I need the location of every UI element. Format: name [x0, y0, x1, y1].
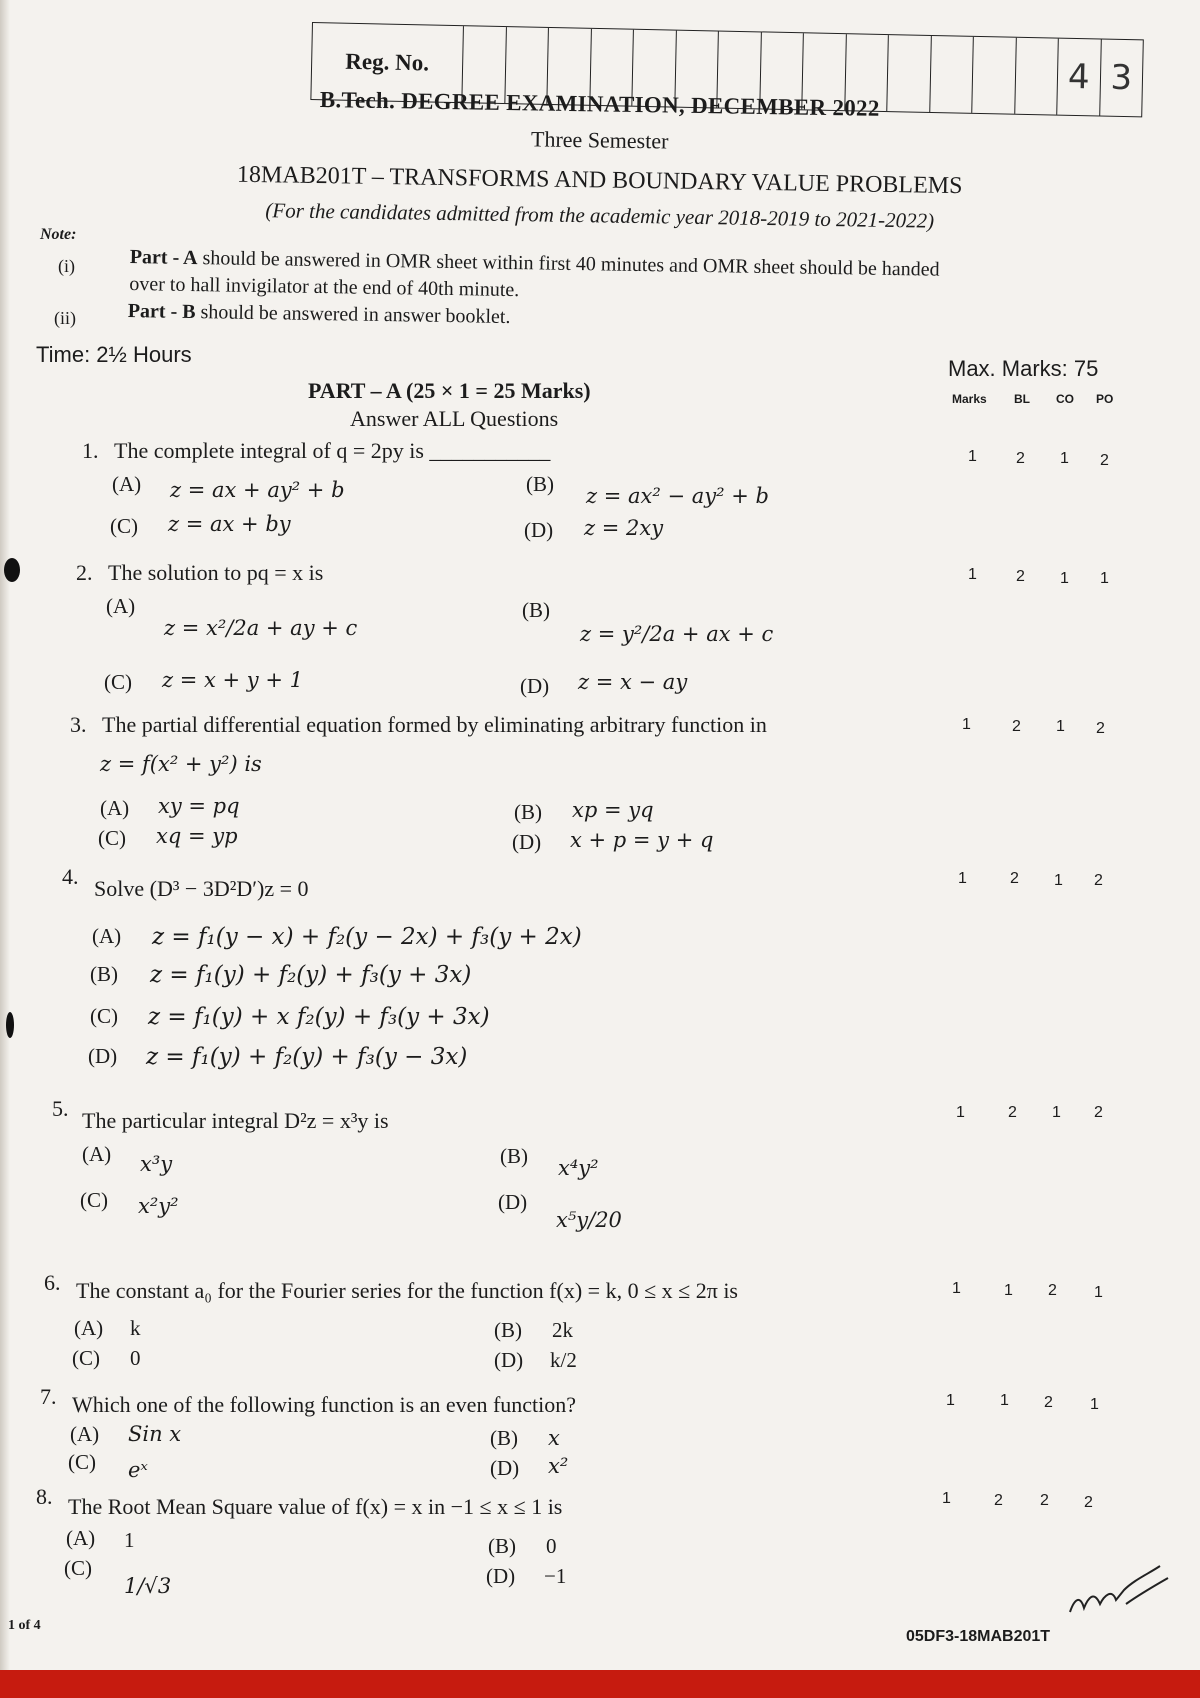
page-edge-shadow [0, 0, 10, 1698]
ink-blot [4, 558, 20, 582]
option-text: x² [548, 1454, 569, 1478]
co-column-header: CO [1056, 392, 1074, 406]
option-text: z = y²/2a + ax + c [580, 622, 774, 646]
option-label: (A) [112, 472, 142, 496]
marks-value: 1 [968, 566, 977, 583]
question-text: The constant a₀ for the Fourier series for the function f(x) = k, 0 ≤ x ≤ 2π is [76, 1278, 738, 1303]
option-label: (B) [522, 598, 550, 622]
po-value: 2 [1094, 872, 1103, 889]
option-text: −1 [544, 1564, 567, 1588]
question-text: The solution to pq = x is [108, 560, 324, 585]
option-text: k [130, 1316, 141, 1340]
option-text: z = 2xy [584, 516, 664, 540]
option-text: z = x + y + 1 [162, 668, 303, 692]
note-label: Note: [40, 226, 77, 243]
co-value: 1 [1056, 718, 1065, 735]
option-text: 0 [546, 1534, 557, 1558]
po-value: 2 [1084, 1494, 1093, 1511]
part-a-title: PART – A (25 × 1 = 25 Marks) [308, 378, 591, 403]
option-label: (B) [500, 1144, 528, 1168]
bl-value: 2 [1010, 870, 1019, 887]
question-number: 5. [52, 1096, 69, 1121]
po-value: 2 [1094, 1104, 1103, 1121]
co-value: 1 [1060, 450, 1069, 467]
co-value: 2 [1040, 1492, 1049, 1509]
bl-column-header: BL [1014, 392, 1030, 406]
marks-value: 1 [958, 870, 967, 887]
question-text: Which one of the following function is an even function? [72, 1392, 577, 1417]
option-text: xq = yp [156, 824, 238, 848]
question-number: 6. [44, 1270, 61, 1295]
co-value: 1 [1052, 1104, 1061, 1121]
bl-value: 2 [994, 1492, 1003, 1509]
option-label: (D) [524, 518, 554, 542]
option-text: eˣ [128, 1458, 148, 1482]
co-value: 2 [1048, 1282, 1057, 1299]
po-column-header: PO [1096, 392, 1114, 406]
option-text: z = ax² − ay² + b [586, 484, 769, 508]
marks-value: 1 [952, 1280, 961, 1297]
option-label: (D) [88, 1044, 118, 1068]
max-marks: Max. Marks: 75 [948, 356, 1099, 381]
bl-value: 1 [1004, 1282, 1013, 1299]
bl-value: 1 [1000, 1392, 1009, 1409]
question-number: 7. [40, 1384, 57, 1409]
option-text: x⁴y² [558, 1156, 599, 1180]
option-text: xy = pq [158, 794, 240, 818]
option-label: (B) [488, 1534, 516, 1558]
option-text: z = ax + ay² + b [170, 478, 345, 502]
option-text: x [548, 1426, 560, 1450]
option-label: (A) [106, 594, 136, 618]
course-title: 18MAB201T – TRANSFORMS AND BOUNDARY VALUE PROBLEMS [236, 161, 963, 200]
marks-value: 1 [956, 1104, 965, 1121]
time-allowed: Time: 2½ Hours [36, 342, 192, 367]
question-number: 2. [76, 560, 93, 585]
note-item-number: (i) [58, 256, 75, 276]
question-text-continued: z = f(x² + y²) is [100, 752, 262, 776]
option-text: z = x²/2a + ay + c [164, 616, 358, 640]
option-label: (C) [98, 826, 126, 850]
bl-value: 2 [1016, 568, 1025, 585]
note-item-bold: Part - A [129, 245, 198, 270]
option-text: z = ax + by [168, 512, 291, 536]
option-label: (B) [494, 1318, 522, 1342]
option-text: x³y [140, 1152, 173, 1176]
reg-no-cell-handwritten: 4 [1057, 39, 1101, 116]
option-label: (B) [514, 800, 542, 824]
question-text: Solve (D³ − 3D²D′)z = 0 [94, 876, 309, 901]
option-label: (D) [520, 674, 550, 698]
option-text: Sin x [128, 1422, 182, 1446]
question-number: 3. [70, 712, 87, 737]
option-label: (A) [66, 1526, 96, 1550]
note-item-body-2: over to hall invigilator at the end of 40th minute. [129, 272, 520, 302]
option-text: 0 [130, 1346, 141, 1370]
question-number: 8. [36, 1484, 53, 1509]
option-label: (B) [490, 1426, 518, 1450]
question-number: 4. [62, 864, 79, 889]
option-label: (C) [90, 1004, 118, 1028]
question-text: The partial differential equation formed by eliminating arbitrary function in [102, 712, 767, 737]
option-label: (A) [70, 1422, 100, 1446]
option-text: z = f₁(y) + x f₂(y) + f₃(y + 3x) [148, 1004, 490, 1030]
option-text: z = f₁(y) + f₂(y) + f₃(y − 3x) [146, 1044, 468, 1070]
option-label: (D) [512, 830, 542, 854]
admitted-note: (For the candidates admitted from the academic year 2018-2019 to 2021-2022) [265, 198, 935, 233]
option-label: (B) [526, 472, 554, 496]
option-label: (D) [498, 1190, 528, 1214]
paper-code: 05DF3-18MAB201T [906, 1628, 1051, 1645]
option-label: (A) [74, 1316, 104, 1340]
question-number: 1. [82, 438, 99, 463]
option-label: (C) [110, 514, 138, 538]
marks-value: 1 [962, 716, 971, 733]
red-background-strip [0, 1670, 1200, 1698]
co-value: 1 [1054, 872, 1063, 889]
marks-value: 1 [946, 1392, 955, 1409]
option-text: 2k [552, 1318, 573, 1342]
option-label: (A) [92, 924, 122, 948]
bl-value: 2 [1016, 450, 1025, 467]
option-label: (C) [104, 670, 132, 694]
option-label: (A) [100, 796, 130, 820]
note-item-body: should be answered in OMR sheet within first 40 minutes and OMR sheet should be handed [197, 247, 940, 281]
marks-column-header: Marks [952, 392, 987, 406]
option-label: (A) [82, 1142, 112, 1166]
co-value: 2 [1044, 1394, 1053, 1411]
marks-value: 1 [968, 448, 977, 465]
part-a-instruction: Answer ALL Questions [350, 406, 559, 431]
question-text: The Root Mean Square value of f(x) = x in −1 ≤ x ≤ 1 is [68, 1494, 563, 1519]
option-text: k/2 [550, 1348, 577, 1372]
option-text: 1 [124, 1528, 135, 1552]
bl-value: 2 [1012, 718, 1021, 735]
option-text: x⁵y/20 [556, 1208, 622, 1232]
note-item-number: (ii) [54, 308, 76, 328]
po-value: 2 [1096, 720, 1105, 737]
ink-blot [6, 1012, 14, 1038]
option-text: xp = yq [572, 798, 654, 822]
option-label: (C) [80, 1188, 108, 1212]
po-value: 2 [1100, 452, 1109, 469]
exam-title: B.Tech. DEGREE EXAMINATION, DECEMBER 2022 [319, 87, 880, 121]
option-label: (C) [64, 1556, 92, 1580]
handwritten-signature [1064, 1560, 1174, 1630]
option-text: 1/√3 [124, 1574, 172, 1598]
option-label: (D) [490, 1456, 520, 1480]
bl-value: 2 [1008, 1104, 1017, 1121]
reg-no-label: Reg. No. [311, 23, 464, 102]
note-item-body: should be answered in answer booklet. [195, 301, 511, 329]
option-text: z = f₁(y − x) + f₂(y − 2x) + f₃(y + 2x) [152, 924, 582, 950]
po-value: 1 [1090, 1396, 1099, 1413]
co-value: 1 [1060, 570, 1069, 587]
option-label: (D) [486, 1564, 516, 1588]
option-text: z = x − ay [578, 670, 688, 694]
question-text: The particular integral D²z = x³y is [82, 1108, 389, 1133]
option-text: x²y² [138, 1194, 179, 1218]
option-text: z = f₁(y) + f₂(y) + f₃(y + 3x) [150, 962, 472, 988]
option-label: (C) [72, 1346, 100, 1370]
po-value: 1 [1100, 570, 1109, 587]
option-label: (D) [494, 1348, 524, 1372]
option-label: (C) [68, 1450, 96, 1474]
marks-value: 1 [942, 1490, 951, 1507]
option-text: x + p = y + q [570, 828, 714, 852]
note-item-text [128, 298, 511, 331]
option-label: (B) [90, 962, 118, 986]
po-value: 1 [1094, 1284, 1103, 1301]
question-text: The complete integral of q = 2py is ___________ [114, 438, 551, 463]
note-item-bold: Part - B [127, 299, 196, 324]
reg-no-cell-handwritten: 3 [1110, 57, 1133, 99]
page-number: 1 of 4 [8, 1618, 41, 1633]
semester-label: Three Semester [530, 126, 669, 154]
